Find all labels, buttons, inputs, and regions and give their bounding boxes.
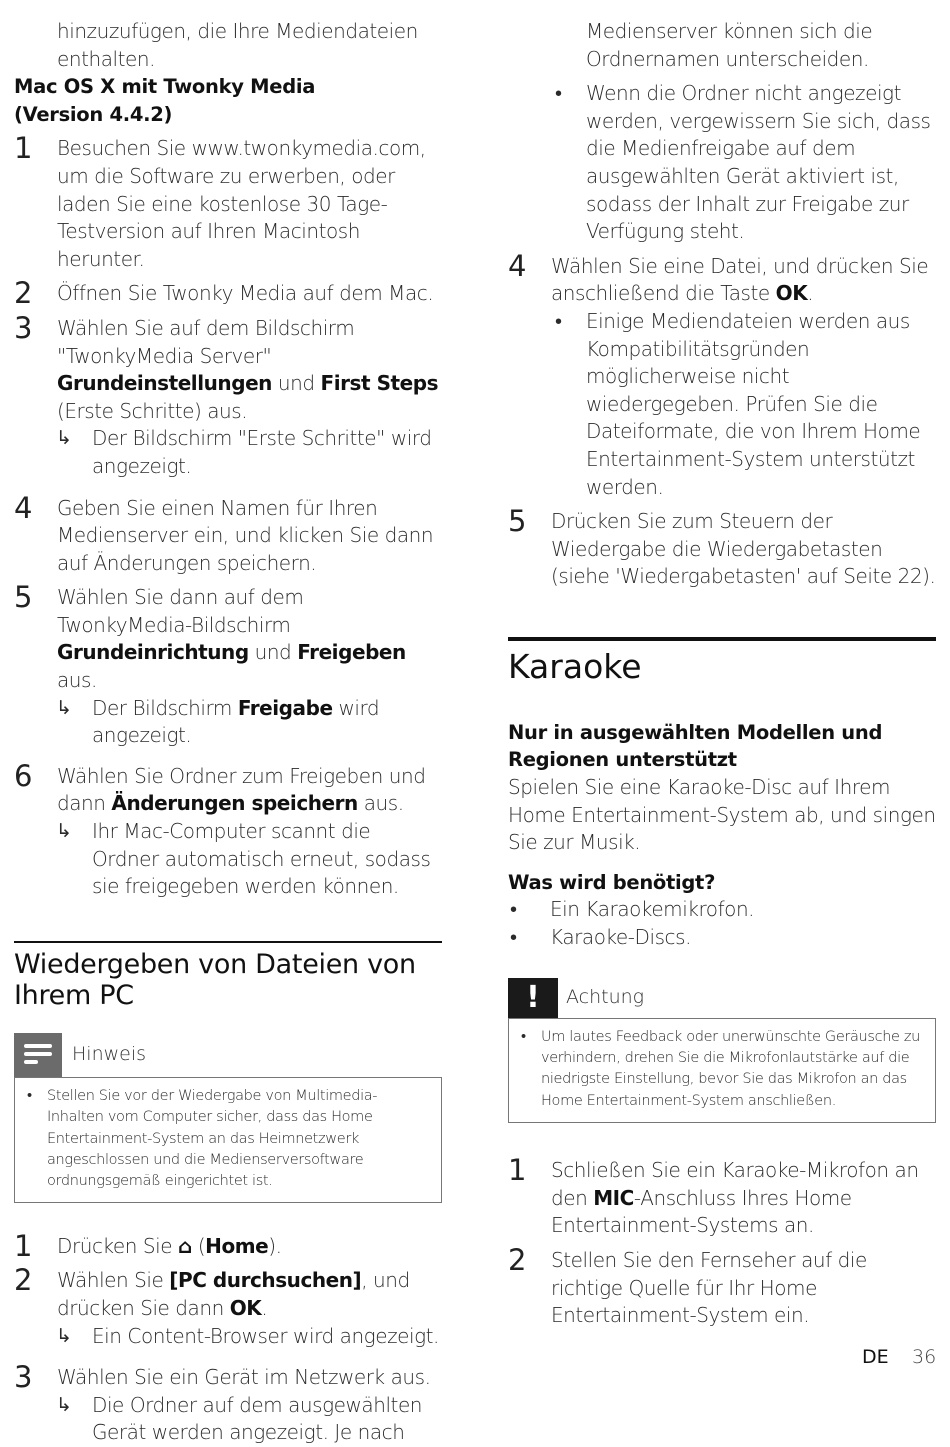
step-text: (Erste Schritte) aus. bbox=[57, 398, 248, 423]
step-text: . bbox=[261, 1296, 268, 1321]
result-text: wird angezeigt. bbox=[92, 695, 380, 748]
note-header bbox=[14, 1033, 442, 1077]
caution-body bbox=[508, 1018, 936, 1124]
bullet: • bbox=[510, 925, 517, 950]
step-text: Wählen Sie auf dem Bildschirm "TwonkyMedia Server" bbox=[57, 315, 355, 368]
mac-step-3-result bbox=[14, 425, 442, 480]
result-arrow-icon: ↳ bbox=[56, 427, 72, 450]
caution-item bbox=[519, 1027, 925, 1113]
needed-heading: Was wird benötigt? bbox=[508, 870, 716, 894]
step-bold: Änderungen speichern bbox=[111, 791, 358, 816]
step-bold: [PC durchsuchen] bbox=[169, 1268, 362, 1293]
result-text: Die Ordner auf dem ausgewählten Gerät werden angezeigt. Je nach bbox=[92, 1392, 423, 1445]
step-text: Wählen Sie Ordner zum Freigeben und dann bbox=[57, 763, 426, 816]
step-bold: OK bbox=[229, 1296, 262, 1321]
step-text: Wählen Sie bbox=[57, 1268, 170, 1293]
home-icon: ⌂ bbox=[178, 1233, 192, 1258]
mac-step-1 bbox=[14, 131, 442, 273]
step-number: 3 bbox=[14, 310, 33, 345]
result-bold: Freigabe bbox=[237, 695, 333, 720]
result-text: Ihr Mac-Computer scannt die Ordner automatisch erneut, sodass sie freigegeben werden können. bbox=[92, 819, 431, 899]
note-item bbox=[25, 1086, 431, 1193]
step-text: Drücken Sie bbox=[57, 1233, 179, 1258]
result-text: Ein Content-Browser wird angezeigt. bbox=[92, 1323, 439, 1348]
caution-label: Achtung bbox=[566, 985, 645, 1008]
pc-step-3-result bbox=[14, 1392, 442, 1447]
needed-text: Karaoke-Discs. bbox=[550, 925, 691, 950]
karaoke-intro: Spielen Sie eine Karaoke-Disc auf Ihrem Home Entertainment-System ab, und singen Sie zur Musik. bbox=[508, 775, 936, 855]
note-label: Hinweis bbox=[72, 1042, 147, 1065]
step-text: Besuchen Sie www.twonkymedia.com, um die Software zu erwerben, oder laden Sie eine kostenlose 30 Tage-Testversion auf Ihren Macintosh herunter. bbox=[57, 136, 426, 271]
karaoke-section bbox=[508, 637, 936, 687]
step-text: Öffnen Sie Twonky Media auf dem Mac. bbox=[57, 281, 434, 306]
bullet: • bbox=[521, 1028, 526, 1045]
note-box bbox=[14, 1033, 442, 1203]
bullet: • bbox=[555, 308, 562, 333]
step-bold: Home bbox=[205, 1233, 269, 1258]
bullet-text: Einige Mediendateien werden aus Kompatibilitätsgründen möglicherweise nicht wiedergegeben. Prüfen Sie die Dateiformate, die von Ihrem Home Entertainment-System unterstützt werden. bbox=[586, 308, 921, 499]
step-text: Drücken Sie zum Steuern der Wiedergabe die Wiedergabetasten (siehe 'Wiedergabetasten' auf Seite 22). bbox=[551, 509, 936, 589]
result-arrow-icon: ↳ bbox=[56, 1324, 72, 1347]
pc-section bbox=[14, 941, 442, 1011]
step-number: 5 bbox=[508, 504, 527, 539]
step-text: aus. bbox=[357, 791, 404, 816]
step-text: Geben Sie einen Namen für Ihren Medienserver ein, und klicken Sie dann auf Änderungen speichern. bbox=[57, 495, 434, 575]
step-number: 5 bbox=[14, 580, 33, 615]
pc-step-1 bbox=[14, 1228, 442, 1263]
step-text: . bbox=[807, 281, 814, 306]
mac-heading bbox=[14, 73, 442, 128]
result-arrow-icon: ↳ bbox=[56, 1393, 72, 1416]
intro-line-1: hinzuzufügen, die Ihre Mediendateien bbox=[57, 19, 418, 43]
step-number: 1 bbox=[508, 1153, 527, 1188]
step-text: ). bbox=[268, 1233, 282, 1258]
pc-heading: Wiedergeben von Dateien von Ihrem PC bbox=[14, 948, 416, 1011]
bullet: • bbox=[510, 897, 517, 922]
step-number: 4 bbox=[14, 490, 33, 525]
mac-heading-line-2: (Version 4.4.2) bbox=[14, 102, 173, 126]
continued-text: Medienserver können sich die Ordnernamen unterscheiden. bbox=[586, 19, 873, 71]
step-number: 2 bbox=[14, 276, 33, 311]
step-text: und bbox=[271, 371, 321, 396]
mac-step-2 bbox=[14, 276, 442, 311]
step-number: 3 bbox=[14, 1360, 33, 1395]
needed-item-2 bbox=[508, 924, 936, 952]
step-bold: First Steps bbox=[320, 371, 439, 396]
step-text: aus. bbox=[57, 668, 97, 693]
step-bold: Grundeinstellungen bbox=[57, 371, 272, 396]
pc-step-3 bbox=[14, 1360, 442, 1395]
step-text: ( bbox=[191, 1233, 206, 1258]
right-bullet-2 bbox=[508, 308, 936, 501]
mac-step-6 bbox=[14, 758, 442, 818]
intro-line-2: enthalten. bbox=[57, 46, 155, 71]
step-text: -Anschluss Ihres Home Entertainment-Systems an. bbox=[551, 1185, 852, 1238]
left-column bbox=[14, 18, 442, 1447]
step-bold: Grundeinrichtung bbox=[57, 640, 249, 665]
step-text: Wählen Sie ein Gerät im Netzwerk aus. bbox=[57, 1365, 431, 1390]
result-arrow-icon: ↳ bbox=[56, 820, 72, 843]
bullet: • bbox=[27, 1087, 32, 1104]
needed-item-1 bbox=[508, 896, 936, 924]
step-text: Wählen Sie dann auf dem TwonkyMedia-Bildschirm bbox=[57, 585, 304, 637]
pc-step-2-result bbox=[14, 1323, 442, 1351]
caution-text: Um lautes Feedback oder unerwünschte Geräusche zu verhindern, drehen Sie die Mikrofonlautstärke auf die niedrigste Einstellung, bevor Sie das Mikrofon an das Home Entertainment-System anschließen. bbox=[541, 1028, 920, 1109]
intro-text bbox=[14, 18, 442, 73]
bullet: • bbox=[555, 81, 562, 106]
right-step-4 bbox=[508, 248, 936, 308]
language-code: DE bbox=[862, 1346, 889, 1368]
mac-step-3 bbox=[14, 310, 442, 425]
pc-step-2 bbox=[14, 1263, 442, 1322]
step-number: 2 bbox=[508, 1243, 527, 1278]
warning-icon: ! bbox=[508, 978, 558, 1018]
mac-step-5 bbox=[14, 580, 442, 694]
note-body bbox=[14, 1077, 442, 1203]
right-bullet-1 bbox=[508, 80, 936, 246]
step-bold: OK bbox=[775, 281, 808, 306]
bullet-text: Wenn die Ordner nicht angezeigt werden, vergewissern Sie sich, dass die Medienfreigabe auf dem ausgewählten Gerät aktiviert ist, sodass der Inhalt zur Freigabe zur Verfügung steht. bbox=[586, 81, 931, 244]
step-number: 6 bbox=[14, 758, 33, 793]
mac-step-5-result bbox=[14, 695, 442, 750]
step-number: 4 bbox=[508, 248, 527, 283]
step-bold: Freigeben bbox=[297, 640, 406, 665]
needed-text: Ein Karaokemikrofon. bbox=[550, 897, 755, 922]
step-text: Stellen Sie den Fernseher auf die richtige Quelle für Ihr Home Entertainment-System ein. bbox=[551, 1248, 867, 1328]
karaoke-step-2 bbox=[508, 1243, 936, 1330]
step-bold: MIC bbox=[593, 1185, 634, 1210]
step-text: Wählen Sie eine Datei, und drücken Sie anschließend die Taste bbox=[551, 253, 929, 306]
right-column bbox=[508, 18, 936, 1330]
step-text: , und drücken Sie dann bbox=[57, 1268, 410, 1321]
result-text: Der Bildschirm "Erste Schritte" wird angezeigt. bbox=[92, 426, 432, 478]
only-models-heading: Nur in ausgewählten Modellen und Regionen unterstützt bbox=[508, 720, 883, 772]
step-text: Schließen Sie ein Karaoke-Mikrofon an den bbox=[551, 1158, 919, 1210]
mac-heading-line-1: Mac OS X mit Twonky Media bbox=[14, 75, 316, 99]
mac-step-4 bbox=[14, 490, 442, 578]
caution-header bbox=[508, 978, 936, 1018]
mac-step-6-result bbox=[14, 818, 442, 901]
step-number: 2 bbox=[14, 1263, 33, 1298]
note-text: Stellen Sie vor der Wiedergabe von Multimedia-Inhalten vom Computer sicher, dass das Home Entertainment-System an das Heimnetzwerk angeschlossen und die Medienserversoftware ordnungsgemäß eingerichtet ist. bbox=[47, 1087, 378, 1190]
karaoke-heading: Karaoke bbox=[508, 646, 642, 686]
result-arrow-icon: ↳ bbox=[56, 696, 72, 719]
step-text: und bbox=[248, 640, 298, 665]
caution-box bbox=[508, 978, 936, 1124]
karaoke-step-1 bbox=[508, 1153, 936, 1240]
result-text: Der Bildschirm bbox=[92, 695, 238, 720]
step-number: 1 bbox=[14, 131, 33, 166]
step-number: 1 bbox=[14, 1228, 33, 1263]
page-number: 36 bbox=[912, 1346, 937, 1368]
right-step-5 bbox=[508, 504, 936, 591]
note-icon bbox=[14, 1033, 62, 1077]
